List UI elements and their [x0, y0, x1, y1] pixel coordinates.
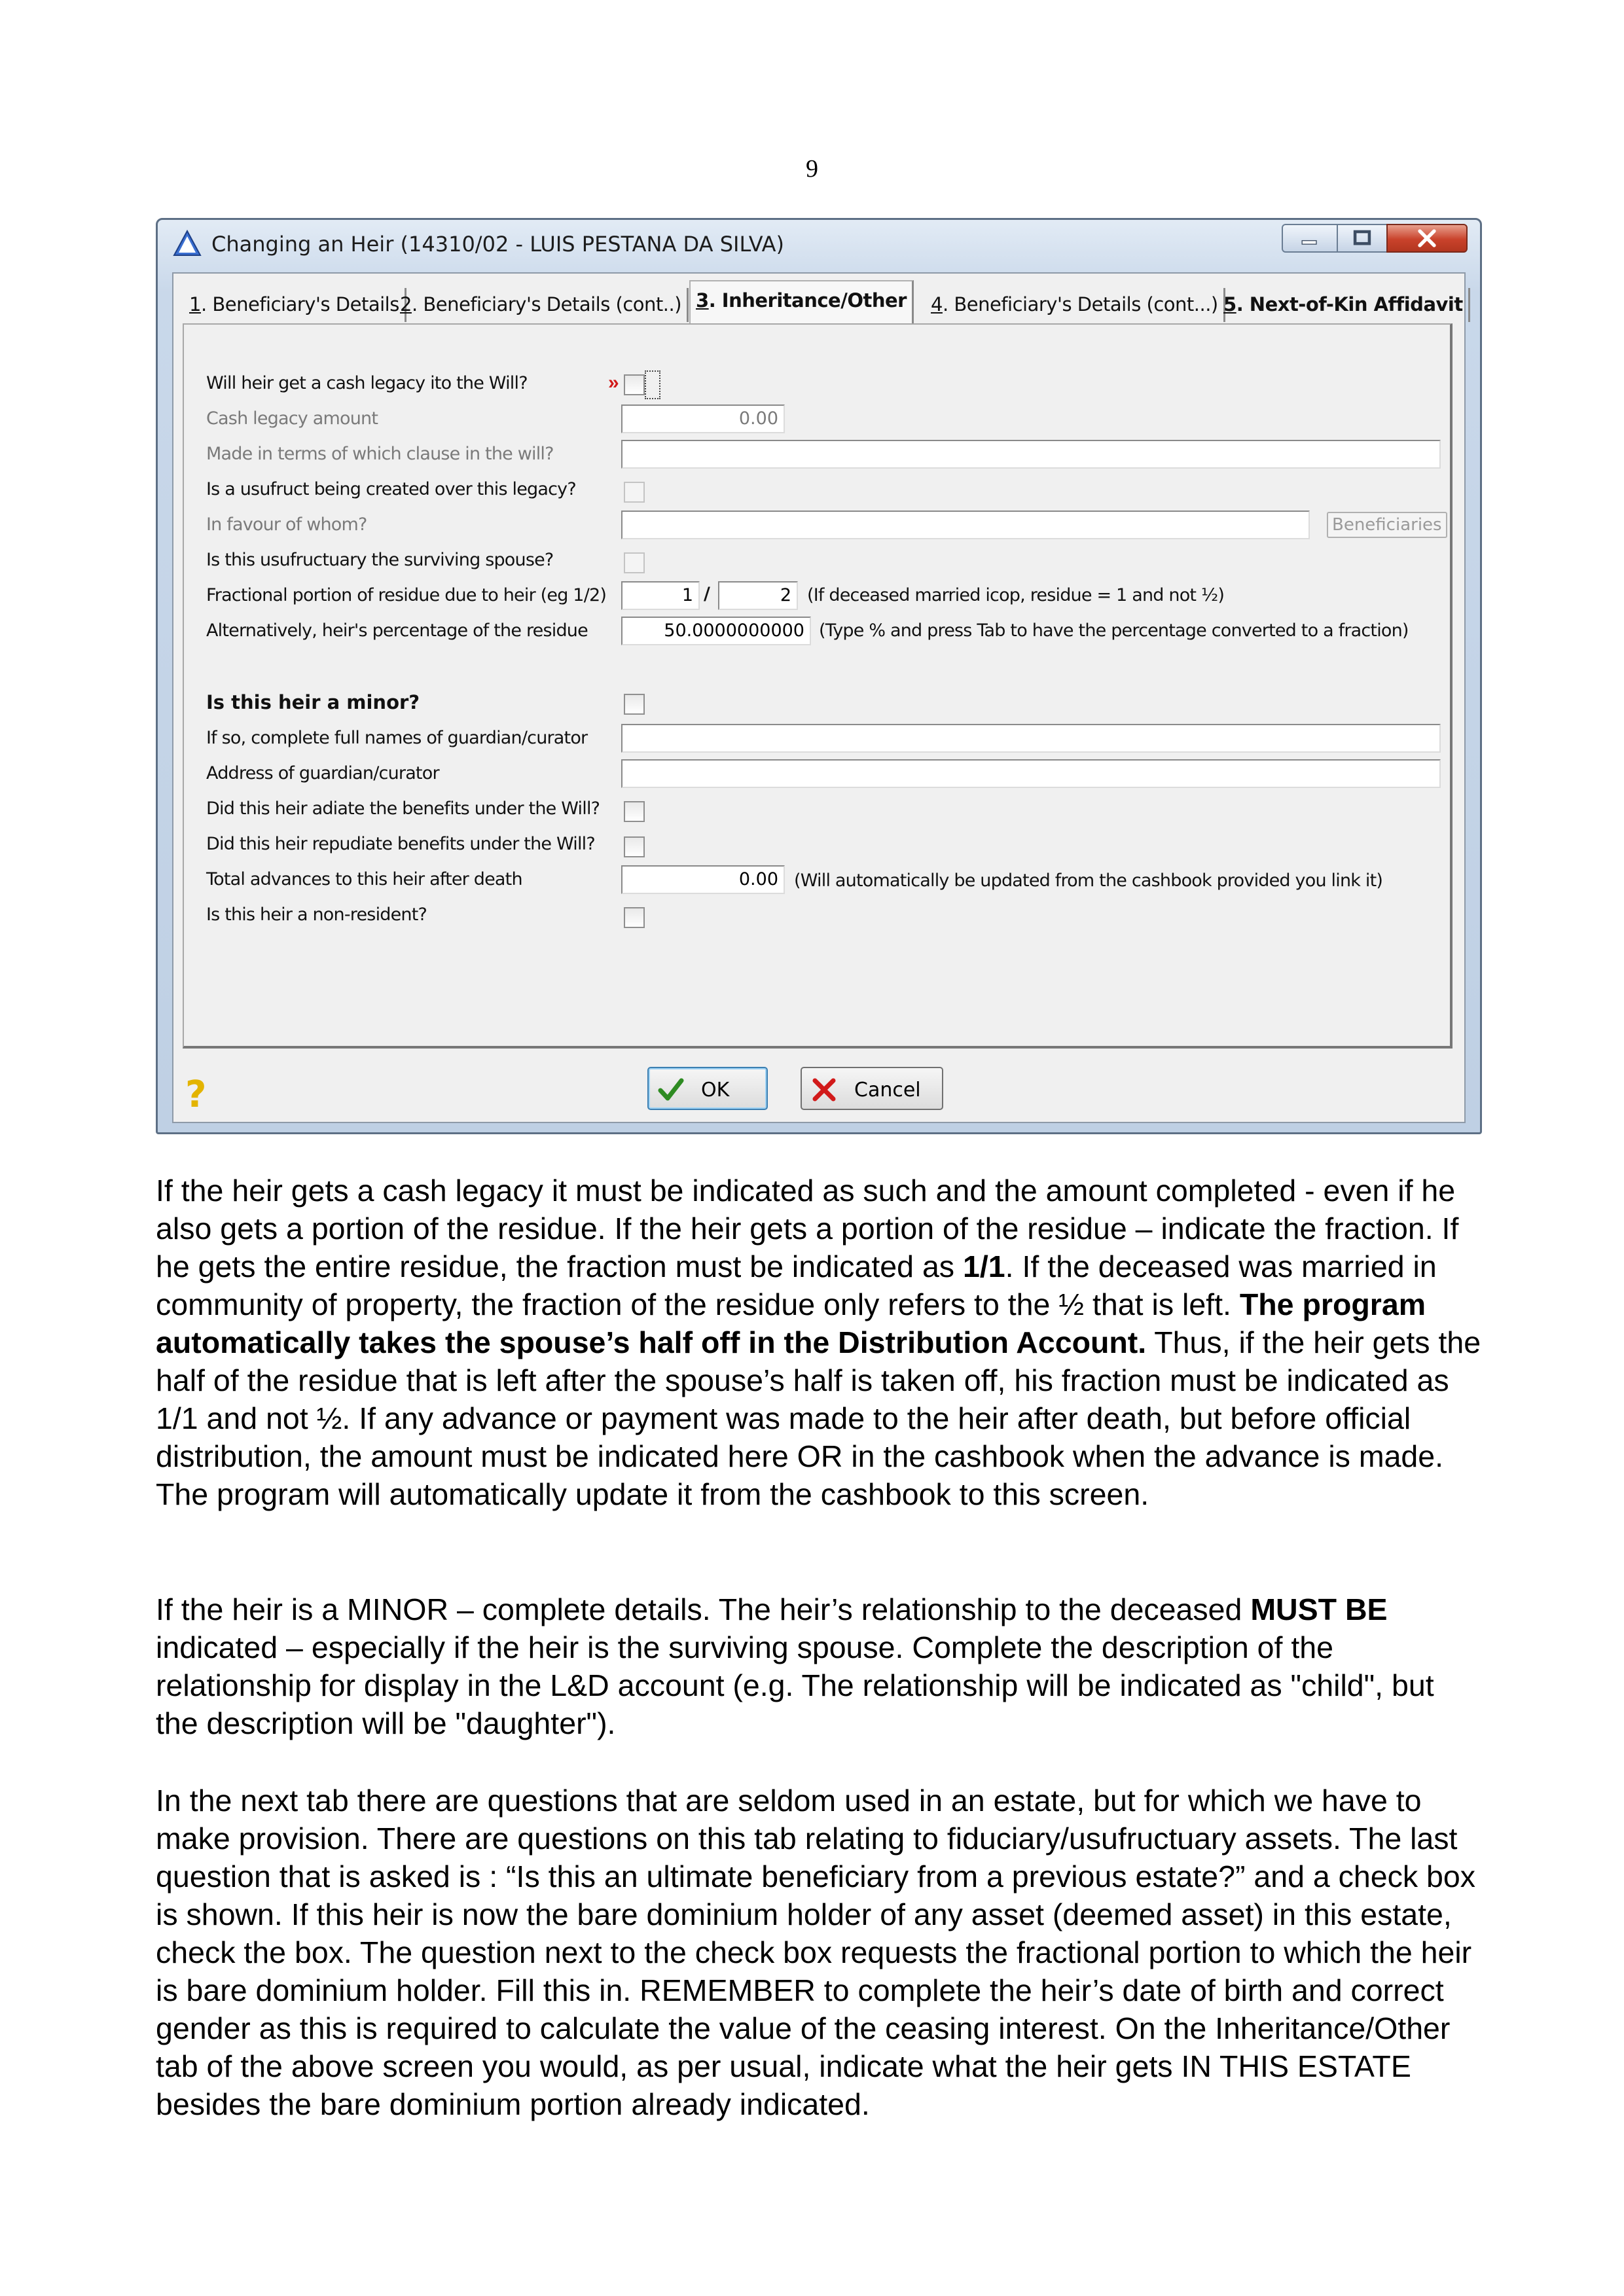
minimize-button[interactable] [1282, 224, 1338, 253]
tab-inheritance-other[interactable] [689, 280, 914, 323]
favour-label: In favour of whom? [206, 514, 367, 535]
cancel-button-label: Cancel [854, 1079, 921, 1102]
adiate-question: Did this heir adiate the benefits under the Will? [206, 798, 600, 819]
text-span: indicated – especially if the heir is the surviving spouse. Complete the description of the relationship for display in the L&D account (e.g. The relationship will be indicated as "child", but the description will be "daughter"). [156, 1630, 1434, 1740]
ok-button[interactable] [647, 1067, 768, 1110]
repudiate-checkbox[interactable] [624, 836, 645, 857]
window-title: Changing an Heir (14310/02 - LUIS PESTANA DA SILVA) [211, 232, 784, 257]
non-resident-checkbox[interactable] [624, 907, 645, 928]
page-number: 9 [806, 155, 818, 183]
fraction-separator: / [704, 584, 710, 604]
text-span: If the heir gets a cash legacy it must be indicated as such and the amount completed - even if he also gets a portion of the residue. If the heir gets a portion of the residue – indicate the fraction. If he gets the entire residue, the fraction must be indicated as [156, 1174, 1459, 1283]
cash-legacy-question: Will heir get a cash legacy ito the Will? [206, 373, 528, 393]
required-marker: » [608, 372, 619, 393]
maximize-icon [1338, 225, 1386, 251]
fraction-numerator-field[interactable]: 1 [621, 581, 700, 610]
surviving-spouse-question: Is this usufructuary the surviving spouse? [206, 550, 554, 570]
focus-indicator [645, 370, 660, 399]
usufruct-question: Is a usufruct being created over this legacy? [206, 479, 576, 499]
cancel-button[interactable] [801, 1067, 943, 1110]
non-resident-question: Is this heir a non-resident? [206, 905, 427, 925]
bold-text: MUST BE [1250, 1592, 1388, 1626]
percentage-hint: (Type % and press Tab to have the percentage converted to a fraction) [819, 620, 1409, 641]
guardian-names-field[interactable] [621, 724, 1441, 753]
tab-5-key: 5 [1223, 293, 1236, 315]
warning-triangle-icon [172, 229, 202, 258]
adiate-checkbox[interactable] [624, 801, 645, 822]
bold-text: 1/1 [962, 1249, 1005, 1283]
fraction-hint: (If deceased married icop, residue = 1 and not ½) [807, 585, 1225, 605]
text-span: Thus, if the heir gets the half of the residue that is left after the spouse’s half is taken off, his fraction must be indicated as 1/1 and not ½. If any advance or payment was made to the heir after death, but before official distribution, the amount must be indicated here OR in the cashbook when the advance is made. The program will automatically update it from the cashbook to this screen. [156, 1325, 1481, 1511]
repudiate-question: Did this heir repudiate benefits under the Will? [206, 834, 595, 854]
paragraph-cash-legacy [156, 1172, 1485, 1513]
minor-checkbox[interactable] [624, 694, 645, 715]
advances-hint: (Will automatically be updated from the cashbook provided you link it) [794, 870, 1383, 891]
tab-2-label: . Beneficiary's Details (cont..) [411, 293, 682, 315]
tab-beneficiary-details[interactable] [184, 288, 406, 322]
title-bar[interactable] [158, 220, 1480, 272]
maximize-button[interactable] [1337, 224, 1388, 253]
percentage-label: Alternatively, heir's percentage of the residue [206, 620, 588, 641]
guardian-names-label: If so, complete full names of guardian/curator [206, 728, 588, 748]
tab-2-key: 2 [400, 293, 412, 315]
fraction-label: Fractional portion of residue due to heir (eg 1/2) [206, 585, 607, 605]
cash-legacy-amount-label: Cash legacy amount [206, 408, 378, 429]
favour-field[interactable] [621, 511, 1310, 539]
tab-1-key: 1 [189, 293, 201, 315]
paragraph-next-tab: In the next tab there are questions that are seldom used in an estate, but for which we have to make provision. There are questions on this tab relating to fiduciary/usufructuary assets. The last question that is asked is : “Is this an ultimate beneficiary from a previous estate?” and a check box is shown. If this heir is now the bare dominium holder of any asset (deemed asset) in this estate, check the box. The question next to the check box requests the fractional portion to which the heir is bare dominium holder. Fill this in. REMEMBER to complete the heir’s date of birth and correct gender as this is required to calculate the value of the ceasing interest. On the Inheritance/Other tab of the above screen you would, as per usual, indicate what the heir gets IN THIS ESTATE besides the bare dominium portion already indicated. [156, 1784, 1476, 2121]
clause-label: Made in terms of which clause in the will? [206, 444, 554, 464]
ok-button-label: OK [701, 1079, 730, 1102]
tab-next-of-kin-affidavit[interactable] [1218, 288, 1470, 322]
inheritance-panel [183, 323, 1453, 1049]
dialog-client-area [172, 272, 1466, 1123]
close-button[interactable] [1386, 224, 1468, 253]
red-x-icon [811, 1077, 837, 1102]
percentage-field[interactable]: 50.0000000000 [621, 617, 811, 645]
tab-beneficiary-details-cont[interactable] [395, 288, 689, 322]
cash-legacy-checkbox[interactable] [624, 374, 645, 395]
checkmark-icon [658, 1077, 684, 1102]
bold-text: The program automatically takes the spouse’s half off in the Distribution Account. [156, 1287, 1426, 1359]
minor-question: Is this heir a minor? [206, 691, 420, 713]
advances-label: Total advances to this heir after death [206, 869, 522, 889]
tab-3-key: 3 [696, 289, 709, 312]
tab-4-label: . Beneficiary's Details (cont...) [942, 293, 1218, 315]
tab-beneficiary-details-cont2[interactable] [926, 288, 1225, 322]
surviving-spouse-checkbox[interactable] [624, 552, 645, 573]
text-span: . If the deceased was married in community of property, the fraction of the residue only refers to the ½ that is left. [156, 1249, 1437, 1321]
guardian-address-field[interactable] [621, 759, 1441, 788]
help-icon[interactable]: ? [185, 1073, 207, 1116]
close-icon [1388, 225, 1466, 251]
text-span: If the heir is a MINOR – complete details. The heir’s relationship to the deceased [156, 1592, 1251, 1626]
guardian-address-label: Address of guardian/curator [206, 763, 439, 783]
fraction-denominator-field[interactable]: 2 [718, 581, 798, 610]
clause-field[interactable] [621, 440, 1441, 469]
beneficiaries-button[interactable]: Beneficiaries [1327, 512, 1447, 538]
paragraph-minor [156, 1590, 1485, 1742]
advances-field[interactable]: 0.00 [621, 865, 785, 894]
cash-legacy-amount-field[interactable]: 0.00 [621, 404, 785, 433]
tab-4-key: 4 [931, 293, 943, 315]
tab-3-label: . Inheritance/Other [708, 289, 907, 312]
usufruct-checkbox[interactable] [624, 482, 645, 503]
minimize-icon [1283, 225, 1337, 251]
tab-1-label: . Beneficiary's Details [200, 293, 399, 315]
dialog-window [156, 218, 1482, 1134]
tab-5-label: . Next-of-Kin Affidavit [1236, 293, 1463, 315]
